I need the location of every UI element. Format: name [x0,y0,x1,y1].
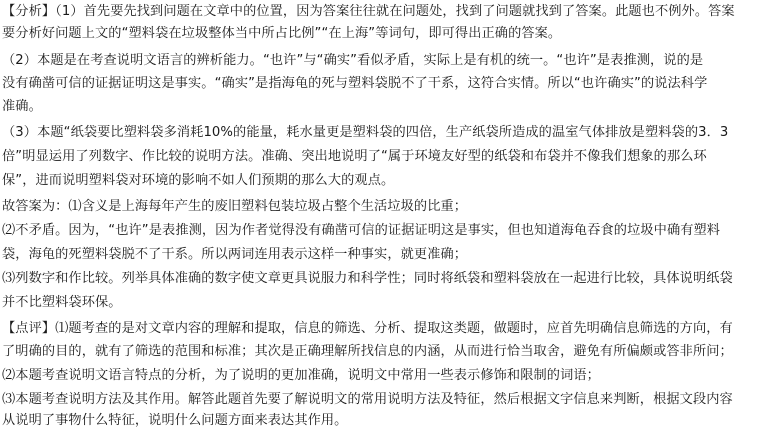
answer-line-3: 袋，海龟的死塑料袋脱不了干系。所以两词连用表示这样一种事实，就更准确； [2,247,468,262]
comment-line-1: 【点评】⑴题考查的是对文章内容的理解和提取，信息的筛选、分析、提取这类题，做题时，应首先明确信息筛选的方向，有 [2,321,733,336]
analysis-line-4: 没有确凿可信的证据证明这是事实。“确实”是指海龟的死与塑料袋脱不了干系，这符合实情。所以“也许确实”的说法科学 [2,76,708,91]
analysis-line-6: （3）本题“纸袋要比塑料袋多消耗10%的能量，耗水量更是塑料袋的四倍，生产纸袋所造成的温室气体排放是塑料袋的3．3 [2,125,729,140]
analysis-line-5: 准确。 [2,99,42,114]
comment-line-5: 从说明了事物什么特征，说明什么问题方面来表达其作用。 [2,413,348,428]
analysis-line-1: 【分析】（1）首先要先找到问题在文章中的位置，因为答案往往就在问题处，找到了问题就找到了答案。此题也不例外。答案 [2,4,735,19]
answer-line-5: 并不比塑料袋环保。 [2,295,122,310]
analysis-line-8: 保”，进而说明塑料袋对环境的影响不如人们预期的那么大的观点。 [2,173,395,188]
answer-line-4: ⑶列数字和作比较。列举具体准确的数字使文章更具说服力和科学性；同时将纸袋和塑料袋放在一起进行比较，具体说明纸袋 [2,271,733,286]
answer-line-2: ⑵不矛盾。因为，“也许”是表推测，因为作者觉得没有确凿可信的证据证明这是事实，但也知道海龟吞食的垃圾中确有塑料 [2,223,721,238]
comment-line-2: 了明确的目的，就有了筛选的范围和标准；其次是正确理解所找信息的内涵，从而进行恰当取舍，避免有所偏颇或答非所问； [2,344,733,359]
analysis-line-3: （2）本题是在考查说明文语言的辨析能力。“也许”与“确实”看似矛盾，实际上是有机的统一。“也许”是表推测，说的是 [2,53,704,68]
answer-line-1: 故答案为：⑴含义是上海每年产生的废旧塑料包装垃圾占整个生活垃圾的比重； [2,199,468,214]
analysis-line-7: 倍”明显运用了列数字、作比较的说明方法。准确、突出地说明了“属于环境友好型的纸袋和布袋并不像我们想象的那么环 [2,149,707,164]
comment-line-3: ⑵本题考查说明文语言特点的分析，为了说明的更加准确，说明文中常用一些表示修饰和限制的词语； [2,368,600,383]
comment-line-4: ⑶本题考查说明方法及其作用。解答此题首先要了解说明文的常用说明方法及特征，然后根据文字信息来判断，根据文段内容 [2,392,733,407]
analysis-line-2: 要分析好问题上文的“塑料袋在垃圾整体当中所占比例”“在上海”等词句，即可得出正确的答案。 [2,26,562,41]
